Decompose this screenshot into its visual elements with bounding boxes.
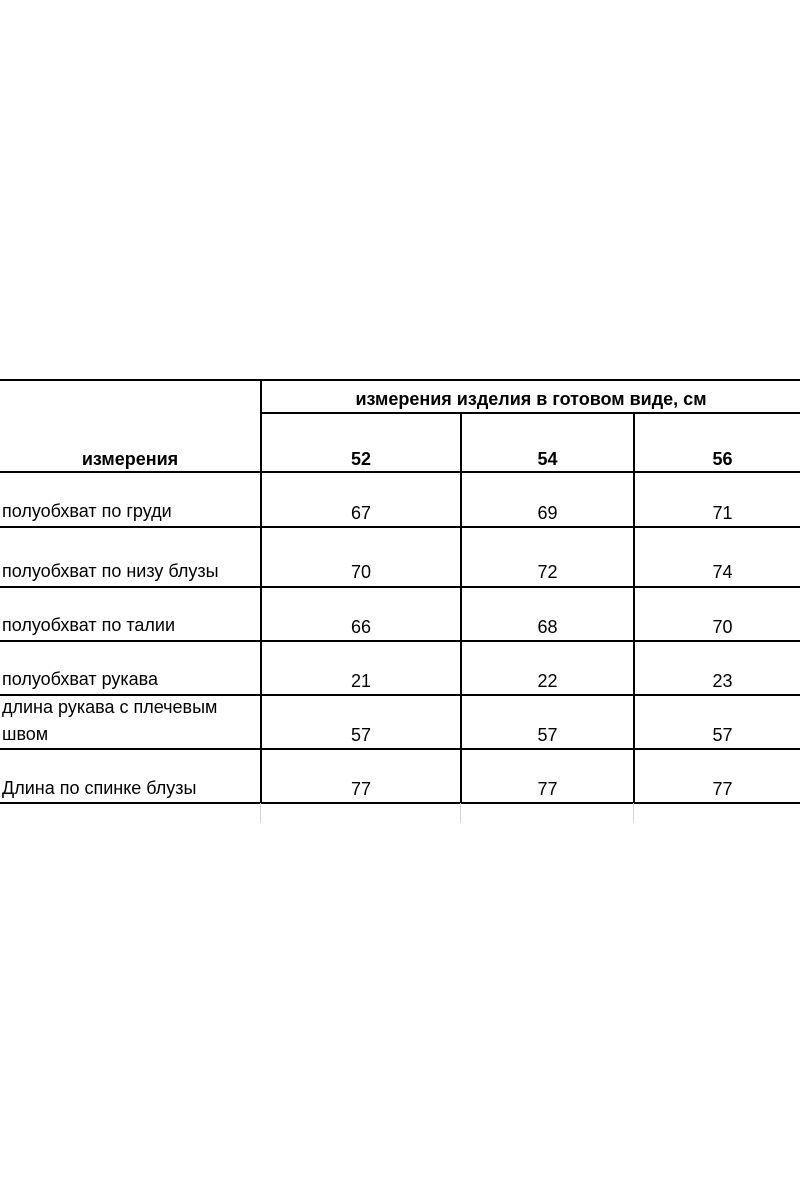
row-label-back-length: Длина по спинке блузы bbox=[2, 778, 197, 798]
value-hem-56: 74 bbox=[712, 562, 733, 582]
value-back-length-56: 77 bbox=[712, 779, 733, 799]
value-back-length-52: 77 bbox=[350, 779, 372, 799]
row-label-hem: полуобхват по низу блузы bbox=[2, 561, 219, 581]
value-sleeve-girth-52: 21 bbox=[350, 671, 372, 691]
row-label-sleeve-girth: полуобхват рукава bbox=[2, 669, 159, 689]
row-label-chest: полуобхват по груди bbox=[2, 501, 172, 521]
header-group-title: измерения изделия в готовом виде, см bbox=[355, 389, 707, 409]
row-label-sleeve-length-line1: длина рукава с плечевым bbox=[2, 697, 218, 717]
value-hem-52: 70 bbox=[350, 562, 372, 582]
row-label-sleeve-length-line2: швом bbox=[2, 724, 49, 744]
size-header-56: 56 bbox=[712, 449, 733, 469]
gridline-stub-3 bbox=[633, 803, 634, 823]
row-border-3 bbox=[0, 640, 800, 642]
header-group-border bbox=[261, 412, 800, 414]
value-back-length-54: 77 bbox=[537, 779, 558, 799]
value-sleeve-girth-56: 23 bbox=[712, 671, 733, 691]
value-chest-54: 69 bbox=[537, 503, 558, 523]
value-chest-56: 71 bbox=[712, 503, 733, 523]
value-waist-56: 70 bbox=[712, 617, 733, 637]
row-border-2 bbox=[0, 586, 800, 588]
value-sleeve-length-54: 57 bbox=[537, 725, 558, 745]
size-header-54: 54 bbox=[537, 449, 558, 469]
row-border-1 bbox=[0, 526, 800, 528]
value-hem-54: 72 bbox=[537, 562, 558, 582]
value-waist-52: 66 bbox=[350, 617, 372, 637]
value-sleeve-girth-54: 22 bbox=[537, 671, 558, 691]
value-waist-54: 68 bbox=[537, 617, 558, 637]
first-column-header: измерения bbox=[81, 449, 179, 469]
header-bottom-border bbox=[0, 471, 800, 473]
row-border-5 bbox=[0, 748, 800, 750]
size-header-52: 52 bbox=[350, 449, 372, 469]
value-sleeve-length-56: 57 bbox=[712, 725, 733, 745]
table-top-border bbox=[0, 379, 800, 381]
gridline-stub-2 bbox=[460, 803, 461, 823]
value-sleeve-length-52: 57 bbox=[350, 725, 372, 745]
gridline-stub-1 bbox=[260, 803, 261, 823]
row-label-waist: полуобхват по талии bbox=[2, 615, 176, 635]
table-bottom-border bbox=[0, 802, 800, 804]
value-chest-52: 67 bbox=[350, 503, 372, 523]
